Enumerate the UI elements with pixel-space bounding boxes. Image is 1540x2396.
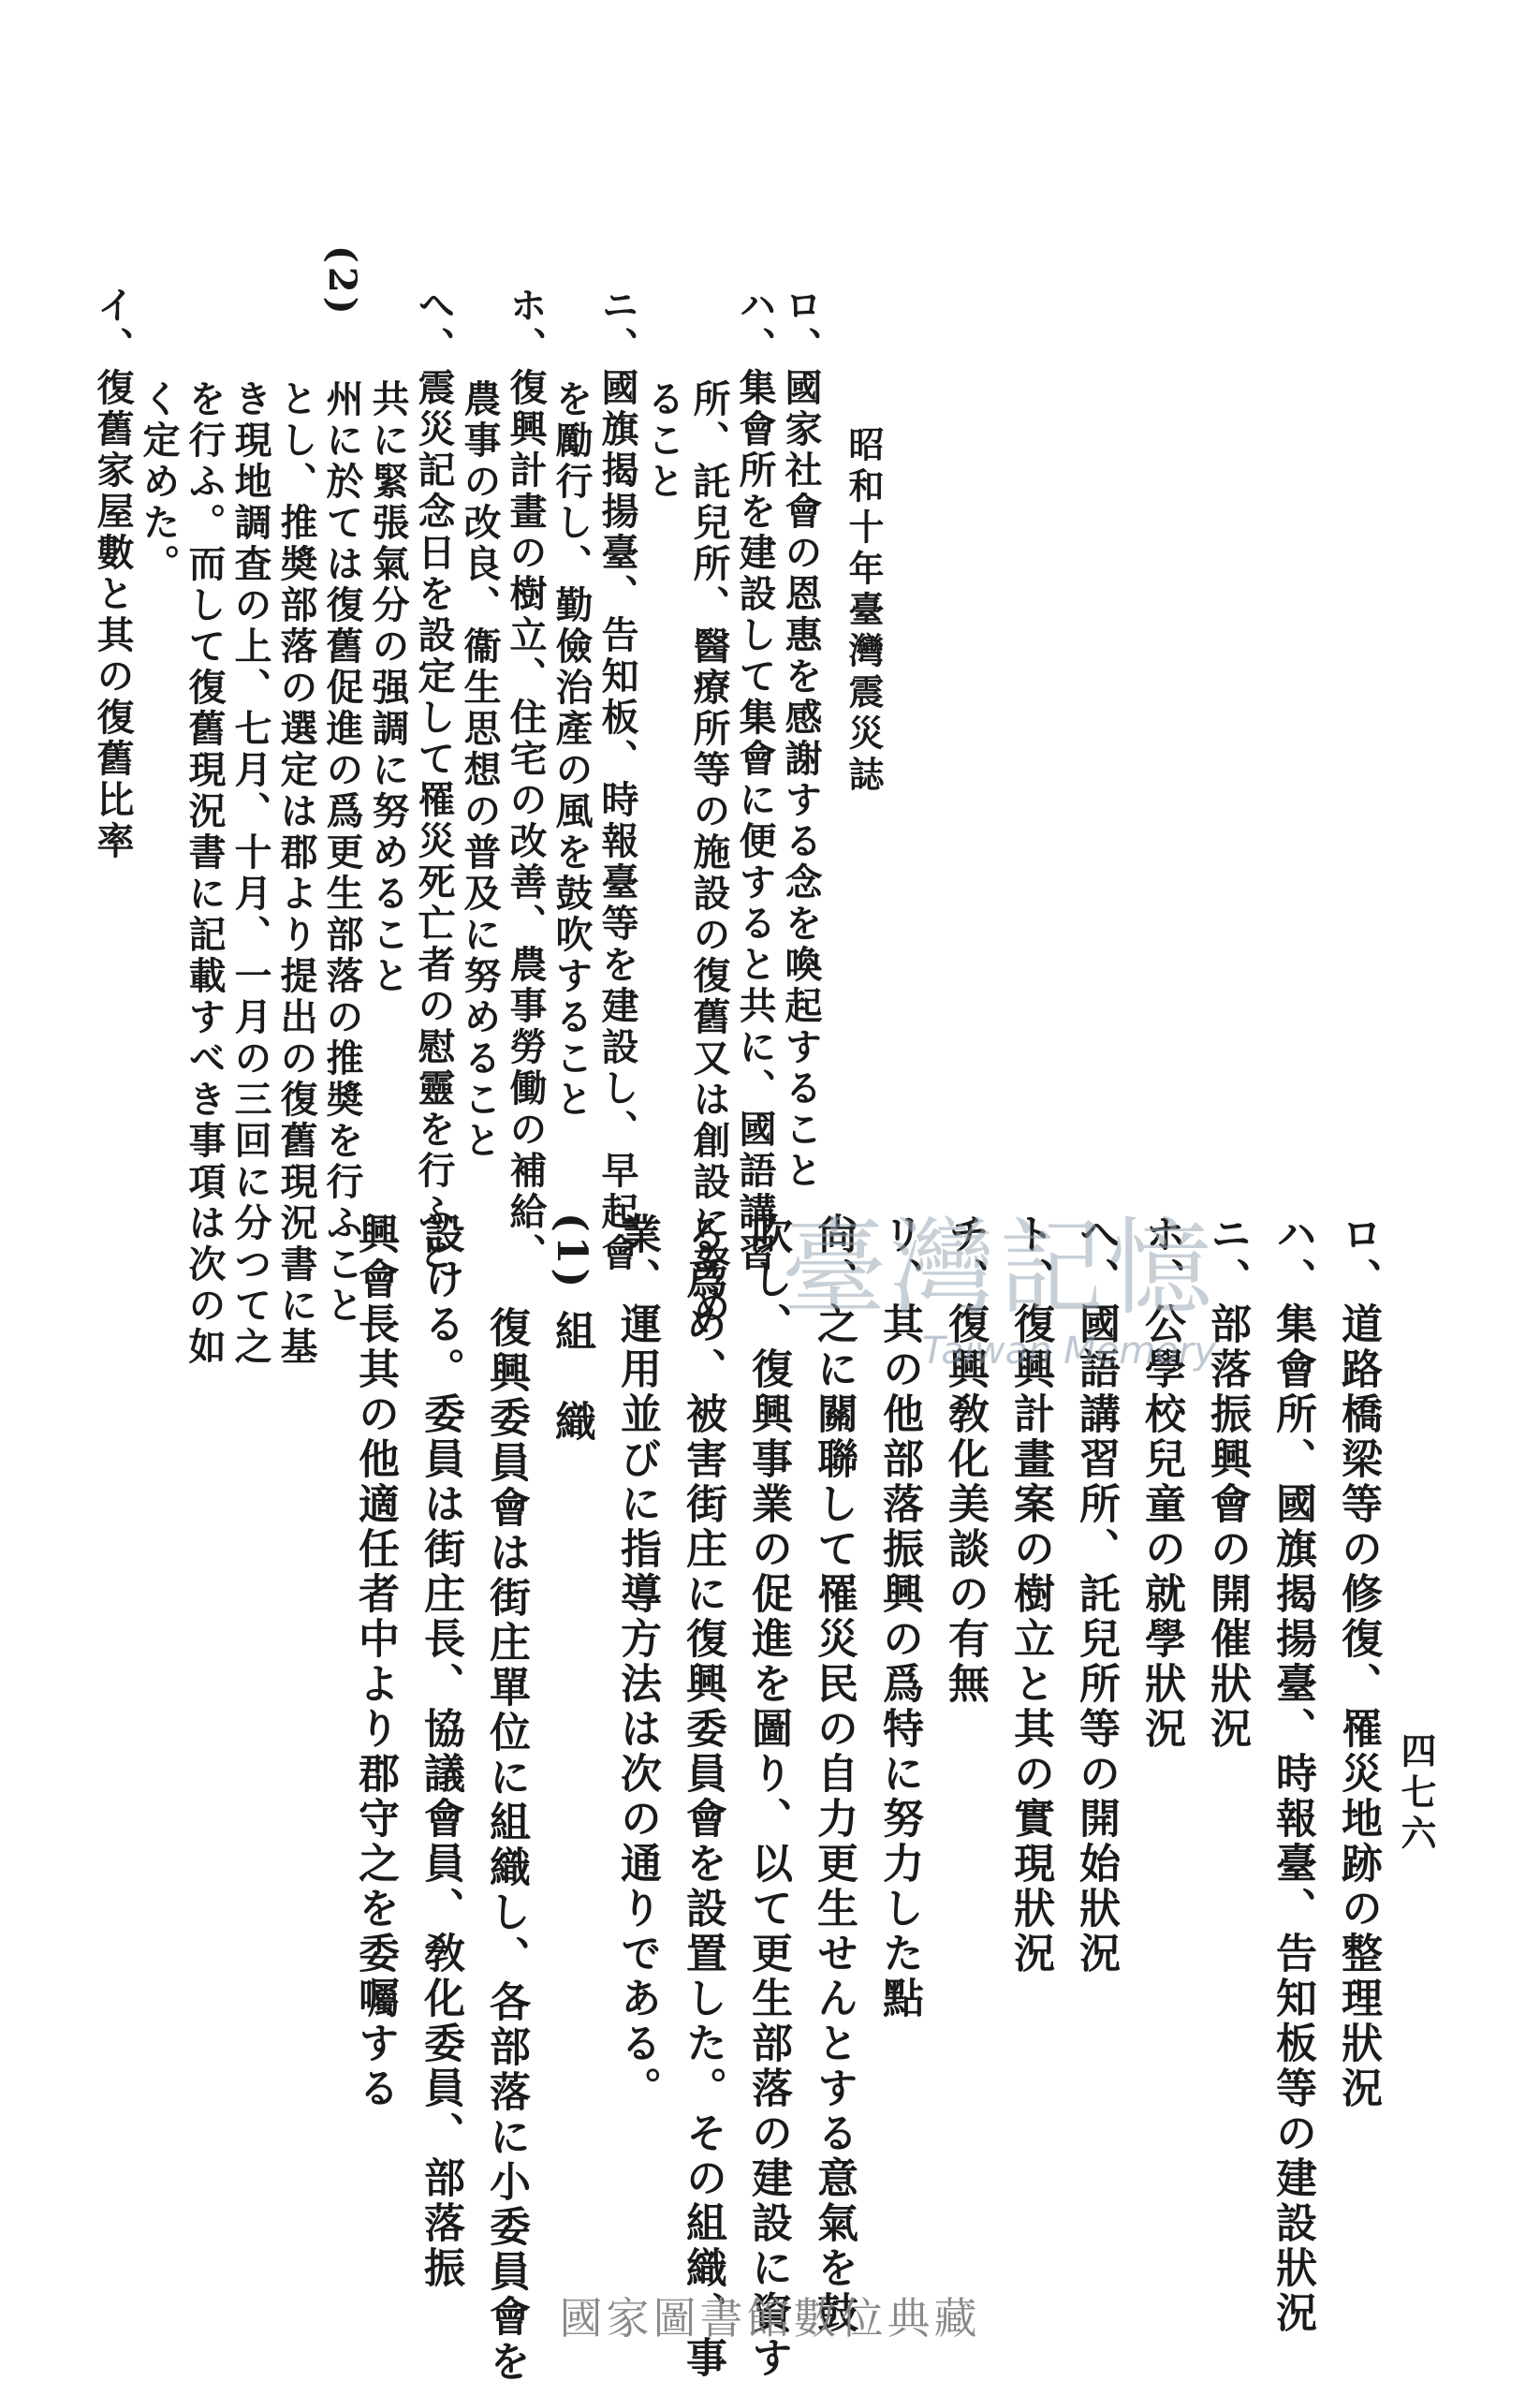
- section-heading: (1) 組 織: [548, 1213, 595, 1445]
- text-column: リ、其の他部落振興の爲特に努力した點: [875, 1213, 923, 2021]
- text-column: へ、震災記念日を設定して罹災死亡者の慰靈を行ふと: [412, 286, 456, 1274]
- text-column: ハ、集會所を建設して集會に便すると共に、國語講習: [733, 286, 777, 1274]
- text-column: イ、復舊家屋數と其の復舊比率: [91, 286, 135, 862]
- watermark-title: 臺灣記憶: [782, 1208, 1216, 1330]
- text-column: 共に緊張氣分の强調に努めること: [366, 379, 410, 997]
- text-column: 興會長其の他適任者中より郡守之を委囑する: [351, 1213, 399, 2111]
- section-number: (2): [320, 245, 364, 318]
- text-column: 復興委員會は街庄單位に組織し、各部落に小委員會を: [482, 1306, 530, 2385]
- text-column: ロ、國家社會の恩惠を感謝する念を喚起すること: [779, 286, 823, 1192]
- text-column: 尙、之に關聯して罹災民の自力更生せんとする意氣を鼓: [810, 1213, 858, 2336]
- text-column: ニ、國旗揭揚臺、告知板、時報臺等を建設し、早起會: [595, 286, 639, 1274]
- text-column: る爲め、被害街庄に復興委員會を設置した。その組織、事: [679, 1213, 726, 2381]
- text-column: 設ける。委員は街庄長、協議會員、敎化委員、部落振: [417, 1213, 464, 2291]
- text-column: を行ふ。而して復舊現況書に記載すべき事項は次の如: [183, 379, 227, 1368]
- text-column: 州に於ては復舊促進の爲更生部落の推奬を行ふこと: [320, 379, 364, 1327]
- text-column: とし、推奬部落の選定は郡より提出の復舊現況書に基: [274, 379, 318, 1368]
- text-column: ること: [641, 379, 685, 503]
- text-column: く定めた。: [137, 379, 181, 585]
- book-title: 昭和十年臺灣震災誌: [843, 426, 885, 797]
- text-column: へ、國語講習所、託兒所等の開始狀況: [1072, 1213, 1120, 1977]
- text-column: を勵行し、勤儉治產の風を鼓吹すること: [550, 379, 594, 1121]
- text-column: ト、復興計畫案の樹立と其の實現狀況: [1006, 1213, 1054, 1977]
- text-column: き現地調査の上、七月、十月、一月の三回に分つて之: [228, 379, 272, 1368]
- text-column: ハ、集會所、國旗揭揚臺、時報臺、告知板等の建設狀況: [1269, 1213, 1316, 2336]
- text-column: ニ、部落振興會の開催狀況: [1203, 1213, 1251, 1752]
- text-column: ホ、復興計畫の樹立、住宅の改善、農事勞働の補給、: [504, 286, 548, 1274]
- text-column: ホ、公學校兒童の就學狀況: [1137, 1213, 1185, 1752]
- text-column: チ、復興敎化美談の有無: [941, 1213, 989, 1707]
- text-column: 吹し、復興事業の促進を圖り、以て更生部落の建設に資す: [744, 1213, 792, 2381]
- watermark-subtitle: Taiwan Memory: [922, 1330, 1216, 1373]
- footer-credit: 國家圖書館數位典藏: [559, 2293, 981, 2344]
- page-number: 四七六: [1395, 1732, 1437, 1856]
- text-column: ロ、道路橋梁等の修復、罹災地跡の整理狀況: [1334, 1213, 1382, 2111]
- text-column: 業、運用並びに指導方法は次の通りである。: [613, 1213, 661, 2111]
- text-column: 農事の改良、衞生思想の普及に努めること: [458, 379, 502, 1162]
- text-column: 所、託兒所、醫療所等の施設の復舊又は創設に努め: [687, 379, 731, 1327]
